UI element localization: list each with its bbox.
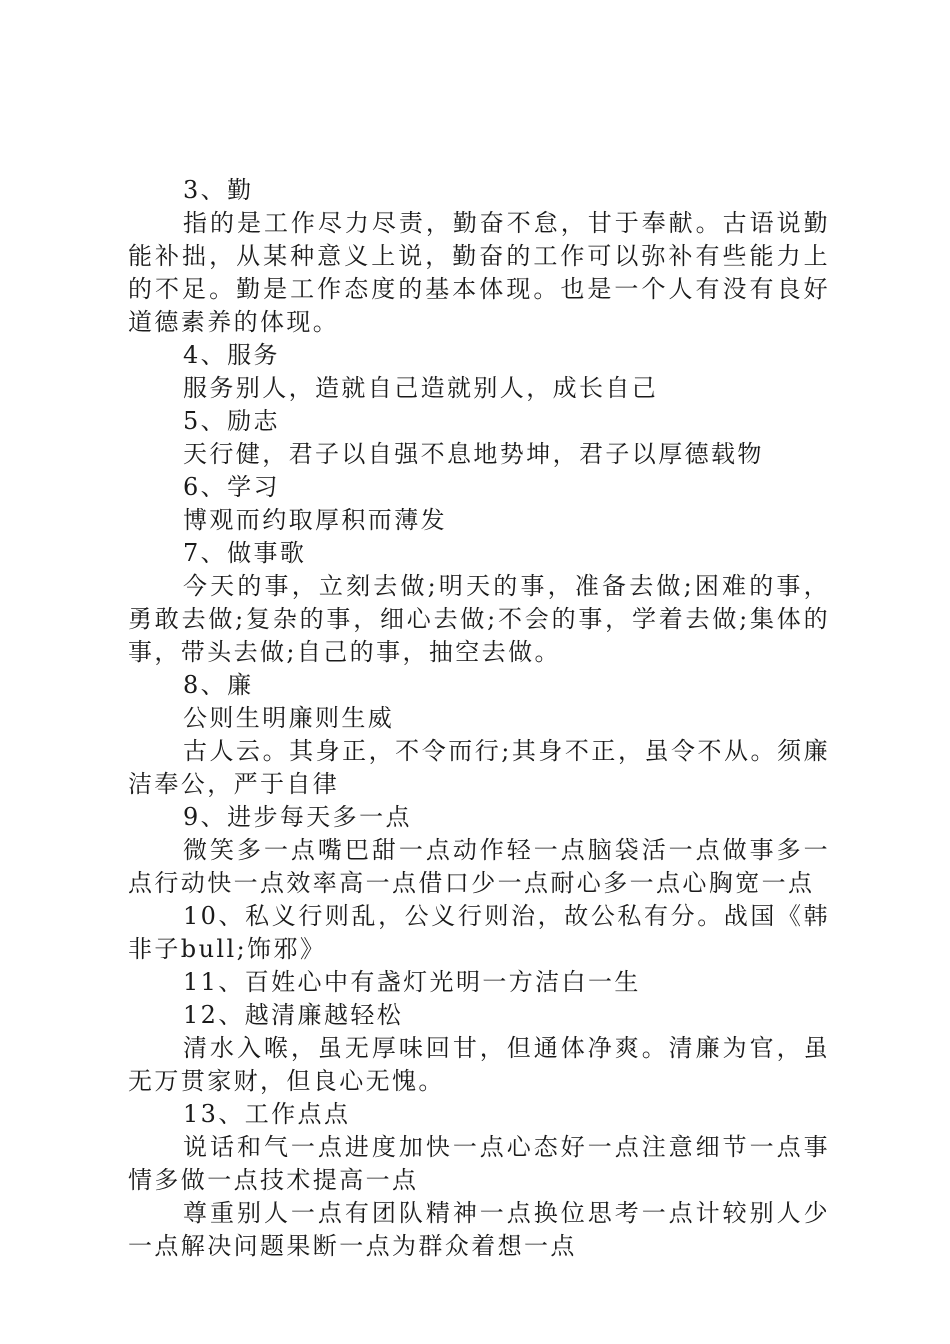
heading-lian: 8、廉 — [183, 671, 254, 699]
paragraph-work-points-1: 说话和气一点进度加快一点心态好一点注意细节一点事情多做一点技术提高一点 — [128, 1133, 830, 1194]
paragraph-work-points-2: 尊重别人一点有团队精神一点换位思考一点计较别人少一点解决问题果断一点为群众着想一点 — [128, 1199, 830, 1260]
paragraph-work-song: 今天的事，立刻去做;明天的事，准备去做;困难的事，勇敢去做;复杂的事，细心去做;不会的事，学着去做;集体的事，带头去做;自己的事，抽空去做。 — [128, 572, 830, 666]
paragraph-clean: 清水入喉，虽无厚味回甘，但通体净爽。清廉为官，虽无万贯家财，但良心无愧。 — [128, 1034, 830, 1095]
paragraph-service: 服务别人，造就自己造就别人，成长自己 — [183, 374, 659, 402]
heading-work-points: 13、工作点点 — [183, 1100, 351, 1128]
paragraph-qin: 指的是工作尽力尽责，勤奋不怠，甘于奉献。古语说勤能补拙，从某种意义上说，勤奋的工作可以弥补有些能力上的不足。勤是工作态度的基本体现。也是一个人有没有良好道德素养的体现。 — [128, 209, 830, 336]
document-body — [128, 174, 830, 1263]
heading-service: 4、服务 — [183, 341, 280, 369]
heading-progress: 9、进步每天多一点 — [183, 803, 412, 831]
paragraph-study: 博观而约取厚积而薄发 — [183, 506, 447, 534]
paragraph-lian-1: 公则生明廉则生威 — [183, 704, 395, 732]
heading-inspire: 5、励志 — [183, 407, 280, 435]
heading-study: 6、学习 — [183, 473, 280, 501]
paragraph-quote-11: 11、百姓心中有盏灯光明一方洁白一生 — [183, 968, 641, 996]
heading-work-song: 7、做事歌 — [183, 539, 307, 567]
paragraph-lian-2: 古人云。其身正，不令而行;其身不正，虽令不从。须廉洁奉公，严于自律 — [128, 737, 830, 798]
heading-clean: 12、越清廉越轻松 — [183, 1001, 404, 1029]
paragraph-quote-10: 10、私义行则乱，公义行则治，故公私有分。战国《韩非子bull;饰邪》 — [128, 902, 830, 963]
paragraph-inspire: 天行健，君子以自强不息地势坤，君子以厚德载物 — [183, 440, 764, 468]
paragraph-progress: 微笑多一点嘴巴甜一点动作轻一点脑袋活一点做事多一点行动快一点效率高一点借口少一点耐心多一点心胸宽一点 — [128, 836, 830, 897]
heading-qin: 3、勤 — [183, 176, 254, 204]
